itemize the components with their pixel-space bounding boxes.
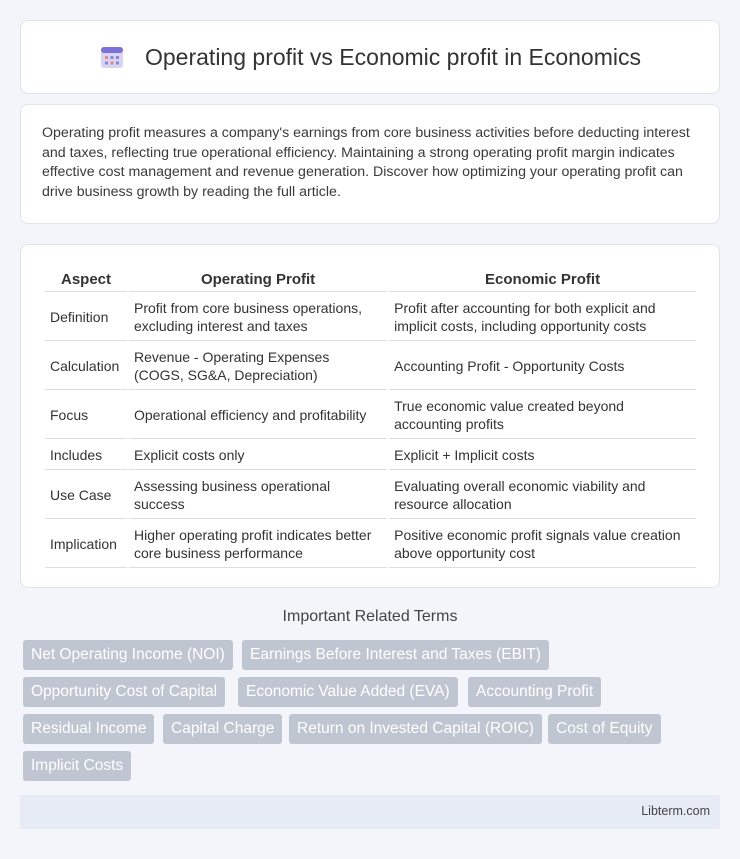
tag-eva[interactable]: Economic Value Added (EVA) [238, 677, 458, 707]
row-aspect: Calculation [45, 343, 127, 390]
row-economic: Positive economic profit signals value creation above opportunity cost [389, 521, 696, 568]
row-operating: Profit from core business operations, excluding interest and taxes [129, 294, 387, 341]
row-operating: Operational efficiency and profitability [129, 392, 387, 439]
row-operating: Revenue - Operating Expenses (COGS, SG&A, Depreciation) [129, 343, 387, 390]
row-aspect: Focus [45, 392, 127, 439]
row-operating: Explicit costs only [129, 441, 387, 470]
row-aspect: Definition [45, 294, 127, 341]
header-operating-profit: Operating Profit [129, 267, 387, 292]
row-economic: Evaluating overall economic viability and resource allocation [389, 472, 696, 519]
page-title: Operating profit vs Economic profit in Economics [145, 43, 641, 70]
header-economic-profit: Economic Profit [389, 267, 696, 292]
table-row [45, 521, 696, 568]
tag-capital-charge[interactable]: Capital Charge [163, 714, 282, 744]
footer-site-name[interactable]: Libterm.com [641, 804, 710, 818]
row-operating: Higher operating profit indicates better core business performance [129, 521, 387, 568]
tag-accounting-profit[interactable]: Accounting Profit [468, 677, 601, 707]
row-economic: True economic value created beyond accounting profits [389, 392, 696, 439]
table-row [45, 472, 696, 519]
row-aspect: Implication [45, 521, 127, 568]
tag-residual-income[interactable]: Residual Income [23, 714, 154, 744]
table-header-row [45, 267, 696, 292]
row-economic: Accounting Profit - Opportunity Costs [389, 343, 696, 390]
row-economic: Profit after accounting for both explicit and implicit costs, including opportunity costs [389, 294, 696, 341]
row-aspect: Includes [45, 441, 127, 470]
tag-cost-of-equity[interactable]: Cost of Equity [548, 714, 661, 744]
comparison-table [43, 265, 698, 570]
tag-net-operating-income[interactable]: Net Operating Income (NOI) [23, 640, 233, 670]
row-economic: Explicit + Implicit costs [389, 441, 696, 470]
table-row [45, 294, 696, 341]
calendar-grid-icon [99, 44, 125, 70]
intro-card [20, 104, 720, 224]
table-row [45, 343, 696, 390]
tag-ebit[interactable]: Earnings Before Interest and Taxes (EBIT) [242, 640, 549, 670]
table-row [45, 392, 696, 439]
header-card [20, 20, 720, 94]
related-terms-title: Important Related Terms [282, 608, 458, 625]
tag-implicit-costs[interactable]: Implicit Costs [23, 751, 131, 781]
header-aspect: Aspect [45, 267, 127, 292]
row-aspect: Use Case [45, 472, 127, 519]
table-row [45, 441, 696, 470]
intro-text: Operating profit measures a company's earnings from core business activities before deducting interest and taxes, reflecting true operational efficiency. Maintaining a strong operating profit margin indicates effective cost management and revenue generation. Discover how optimizing your operating profit can drive business growth by reading the full article. [42, 125, 690, 200]
header [99, 44, 641, 71]
row-operating: Assessing business operational success [129, 472, 387, 519]
comparison-card [20, 244, 720, 588]
footer [20, 795, 720, 829]
tag-roic[interactable]: Return on Invested Capital (ROIC) [289, 714, 542, 744]
tag-opportunity-cost-of-capital[interactable]: Opportunity Cost of Capital [23, 677, 225, 707]
